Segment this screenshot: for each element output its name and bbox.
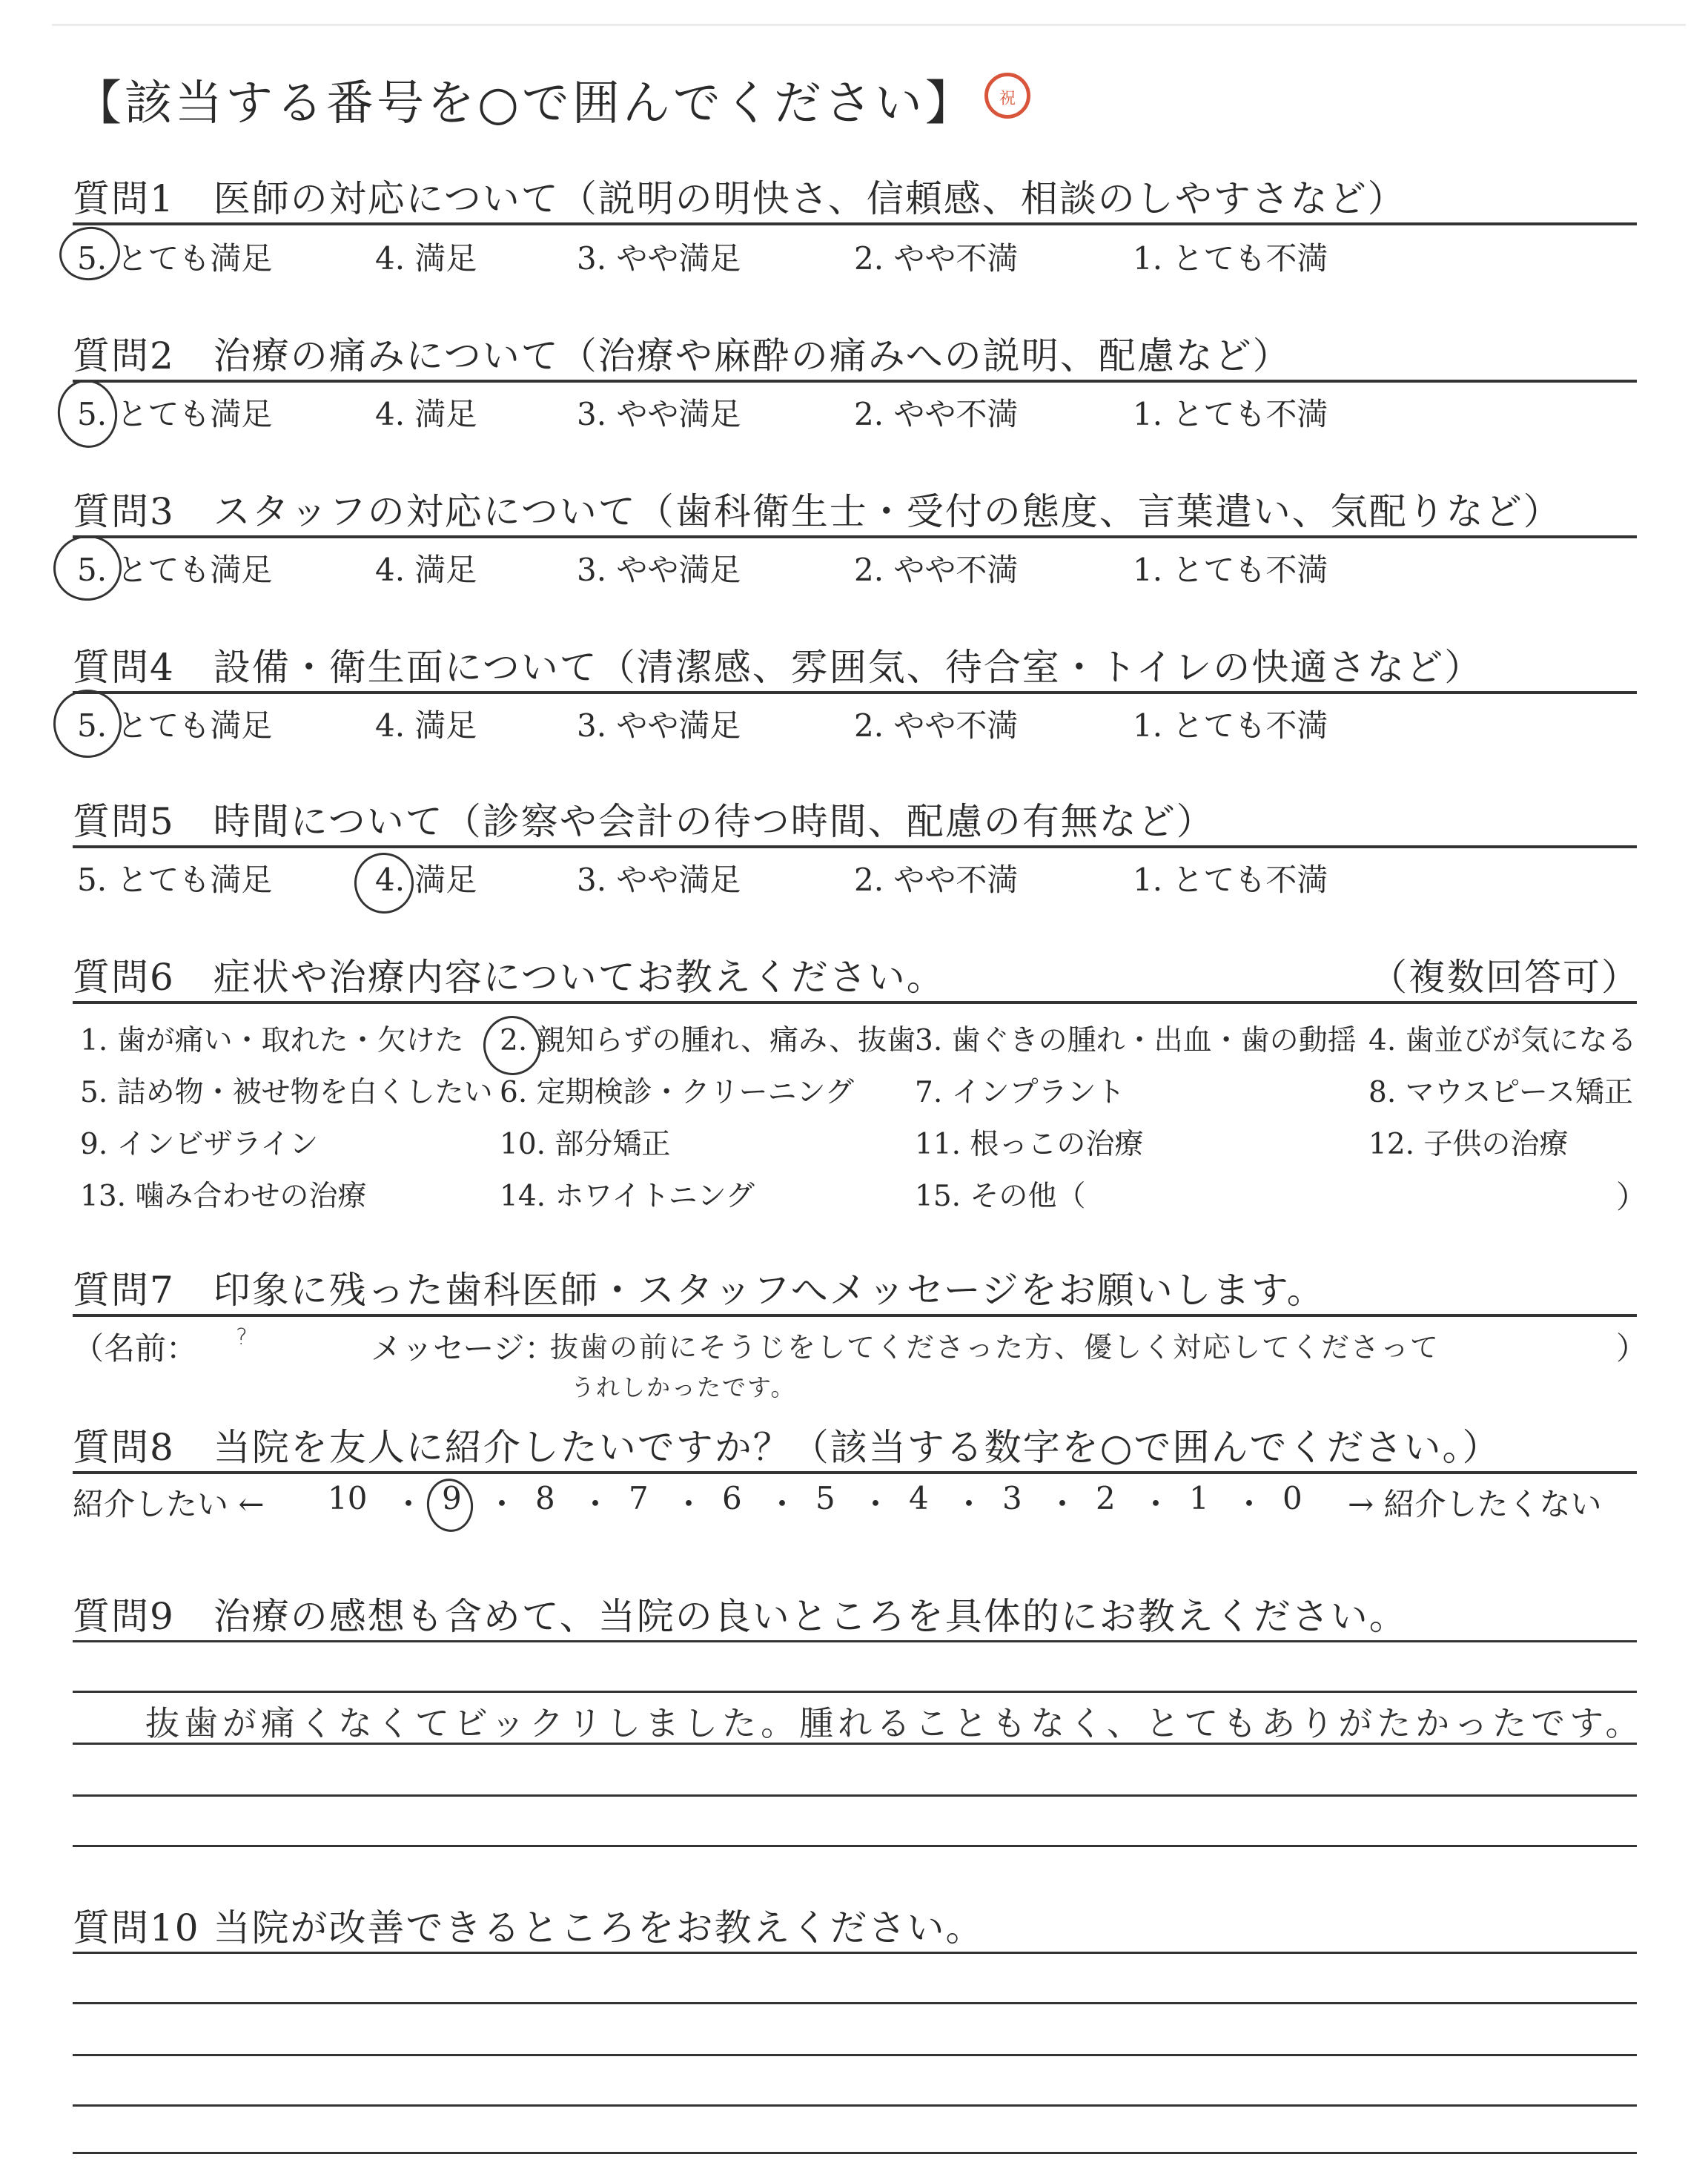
q8-value-2[interactable]: 2: [1096, 1480, 1116, 1516]
q1-option-4[interactable]: 4. 満足: [375, 240, 477, 277]
q1-option-5[interactable]: 5. とても満足: [77, 240, 273, 277]
q3-option-1[interactable]: 1. とても不満: [1133, 552, 1328, 588]
q4-option-1[interactable]: 1. とても不満: [1133, 707, 1328, 744]
question-6-rule: [73, 1001, 1637, 1004]
q7-message-label: メッセージ：: [371, 1330, 556, 1367]
seal-stamp: 祝: [984, 73, 1030, 119]
q7-name-label: （名前：: [73, 1330, 198, 1367]
q5-option-2[interactable]: 2. やや不満: [854, 862, 1019, 898]
question-3-rule: [73, 535, 1637, 538]
q8-dot: ・: [860, 1486, 892, 1522]
question-8-rule: [73, 1471, 1637, 1474]
q8-left-label: 紹介したい ←: [73, 1486, 265, 1522]
q4-selection-circle: [49, 685, 126, 762]
q9-line-2: [73, 1691, 1637, 1693]
q3-selection-circle: [49, 531, 125, 605]
q8-right-label: → 紹介したくない: [1348, 1486, 1602, 1522]
q8-dot: ・: [580, 1486, 612, 1522]
q8-value-3[interactable]: 3: [1002, 1480, 1022, 1516]
q8-dot: ・: [1234, 1486, 1265, 1522]
question-10-title: 質問10 当院が改善できるところをお教えください。: [73, 1906, 984, 1949]
q2-selection-circle: [53, 376, 122, 452]
q9-line-5: [73, 1845, 1637, 1847]
q8-dot: ・: [767, 1486, 798, 1522]
q6-item-2[interactable]: 2. 親知らずの腫れ、痛み、抜歯: [500, 1024, 916, 1057]
question-6-note: （複数回答可）: [1370, 956, 1640, 999]
q6-other-close-paren: ）: [1616, 1179, 1648, 1215]
question-2-title: 質問2 治療の痛みについて（治療や麻酔の痛みへの説明、配慮など）: [73, 334, 1291, 377]
q6-item-8[interactable]: 8. マウスピース矯正: [1368, 1076, 1633, 1109]
q5-option-3[interactable]: 3. やや満足: [577, 862, 741, 898]
q3-option-2[interactable]: 2. やや不満: [854, 552, 1019, 588]
q10-line-1: [73, 1952, 1637, 1954]
question-3-title: 質問3 スタッフの対応について（歯科衛生士・受付の態度、言葉遣い、気配りなど）: [73, 490, 1562, 533]
q3-option-3[interactable]: 3. やや満足: [577, 552, 741, 588]
q6-item-12[interactable]: 12. 子供の治療: [1368, 1128, 1569, 1161]
q6-item-13[interactable]: 13. 噛み合わせの治療: [80, 1180, 367, 1213]
q6-item-5[interactable]: 5. 詰め物・被せ物を白くしたい: [80, 1076, 493, 1109]
q7-name-value: ?: [236, 1324, 248, 1350]
q1-option-1[interactable]: 1. とても不満: [1133, 240, 1328, 277]
q2-option-3[interactable]: 3. やや満足: [577, 396, 741, 432]
q10-line-5: [73, 2152, 1637, 2154]
q8-value-6[interactable]: 6: [722, 1480, 742, 1516]
q8-value-5[interactable]: 5: [815, 1480, 835, 1516]
question-4-rule: [73, 691, 1637, 694]
q6-item-15[interactable]: 15. その他（: [915, 1180, 1086, 1213]
q8-dot: ・: [1140, 1486, 1172, 1522]
q8-value-9[interactable]: 9: [442, 1480, 462, 1516]
question-6-title: 質問6 症状や治療内容についてお教えください。: [73, 956, 945, 999]
q7-message-line1: 抜歯の前にそうじをしてくださった方、優しく対応してくださって: [550, 1331, 1440, 1364]
question-2-rule: [73, 380, 1637, 383]
q9-answer: 抜歯が痛くなくてビックリしました。腫れることもなく、とてもありがたかったです。: [145, 1703, 1644, 1743]
q4-option-2[interactable]: 2. やや不満: [854, 707, 1019, 744]
q10-line-3: [73, 2054, 1637, 2056]
q8-dot: ・: [673, 1486, 705, 1522]
question-5-title: 質問5 時間について（診察や会計の待つ時間、配慮の有無など）: [73, 800, 1215, 843]
q3-option-4[interactable]: 4. 満足: [375, 552, 477, 588]
q5-option-1[interactable]: 1. とても不満: [1133, 862, 1328, 898]
q7-close-paren: ）: [1616, 1330, 1648, 1367]
q8-value-8[interactable]: 8: [535, 1480, 555, 1516]
q8-value-4[interactable]: 4: [909, 1480, 929, 1516]
q10-line-4: [73, 2104, 1637, 2107]
q8-dot: ・: [953, 1486, 985, 1522]
q6-item-14[interactable]: 14. ホワイトニング: [500, 1180, 755, 1213]
q1-option-2[interactable]: 2. やや不満: [854, 240, 1019, 277]
q8-value-10[interactable]: 10: [328, 1480, 368, 1516]
q6-item-6[interactable]: 6. 定期検診・クリーニング: [500, 1076, 854, 1109]
q6-item-10[interactable]: 10. 部分矯正: [500, 1128, 671, 1161]
q2-option-1[interactable]: 1. とても不満: [1133, 396, 1328, 432]
q8-dot: ・: [1047, 1486, 1079, 1522]
q3-option-5[interactable]: 5. とても満足: [77, 552, 273, 588]
q2-option-4[interactable]: 4. 満足: [375, 396, 477, 432]
q2-option-2[interactable]: 2. やや不満: [854, 396, 1019, 432]
q4-option-4[interactable]: 4. 満足: [375, 707, 477, 744]
q7-message-line2: うれしかったです。: [571, 1373, 796, 1401]
q5-option-5[interactable]: 5. とても満足: [77, 862, 273, 898]
question-9-title: 質問9 治療の感想も含めて、当院の良いところを具体的にお教えください。: [73, 1595, 1408, 1638]
question-7-title: 質問7 印象に残った歯科医師・スタッフへメッセージをお願いします。: [73, 1269, 1325, 1312]
q8-dot: ・: [486, 1486, 518, 1522]
top-border: [52, 24, 1686, 26]
q6-item-11[interactable]: 11. 根っこの治療: [915, 1128, 1144, 1161]
question-7-rule: [73, 1314, 1637, 1317]
q8-value-0[interactable]: 0: [1282, 1480, 1302, 1516]
question-5-rule: [73, 845, 1637, 848]
q8-selection-circle: [423, 1476, 476, 1535]
q6-item-9[interactable]: 9. インビザライン: [80, 1128, 319, 1161]
q1-option-3[interactable]: 3. やや満足: [577, 240, 741, 277]
q9-line-4: [73, 1794, 1637, 1797]
q6-item-4[interactable]: 4. 歯並びが気になる: [1368, 1024, 1637, 1057]
q8-dot: ・: [393, 1486, 425, 1522]
q10-line-2: [73, 2002, 1637, 2004]
q9-line-1: [73, 1640, 1637, 1642]
q6-item-1[interactable]: 1. 歯が痛い・取れた・欠けた: [80, 1024, 464, 1057]
q4-option-3[interactable]: 3. やや満足: [577, 707, 741, 744]
q6-item-3[interactable]: 3. 歯ぐきの腫れ・出血・歯の動揺: [915, 1024, 1357, 1057]
q8-value-1[interactable]: 1: [1189, 1480, 1209, 1516]
question-1-rule: [73, 222, 1637, 225]
q2-option-5[interactable]: 5. とても満足: [77, 396, 273, 432]
q6-item-7[interactable]: 7. インプラント: [915, 1076, 1125, 1109]
q5-option-4[interactable]: 4. 満足: [375, 862, 477, 898]
question-1-title: 質問1 医師の対応について（説明の明快さ、信頼感、相談のしやすさなど）: [73, 177, 1406, 220]
page-header: 【該当する番号を○で囲んでください】: [74, 76, 976, 131]
question-4-title: 質問4 設備・衛生面について（清潔感、雰囲気、待合室・トイレの快適さなど）: [73, 646, 1483, 689]
q8-value-7[interactable]: 7: [629, 1480, 649, 1516]
question-8-title: 質問8 当院を友人に紹介したいですか？（該当する数字を○で囲んでください。）: [73, 1426, 1501, 1469]
q4-option-5[interactable]: 5. とても満足: [77, 707, 273, 744]
